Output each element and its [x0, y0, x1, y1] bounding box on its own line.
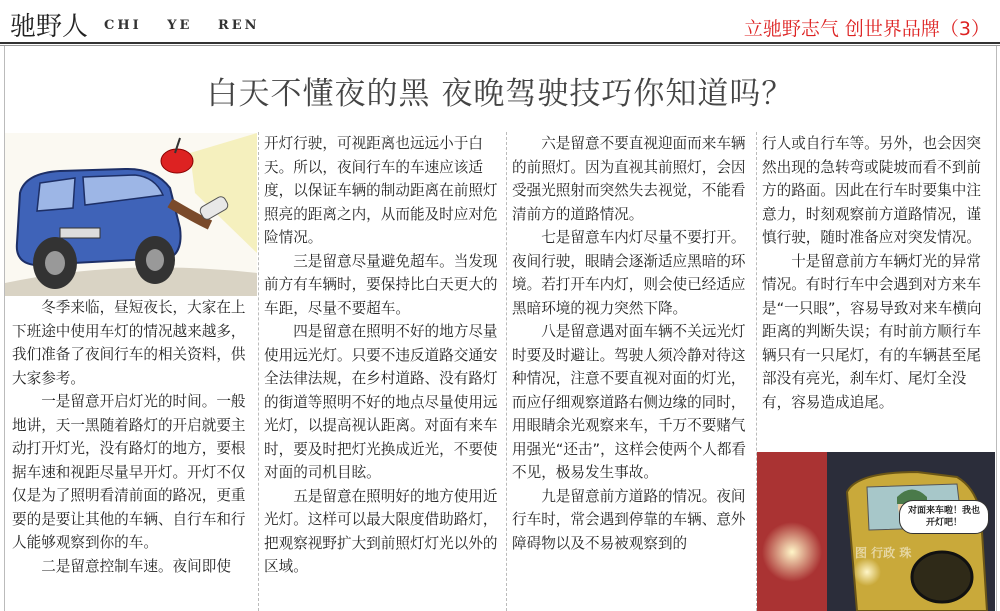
paragraph: 一是留意开启灯光的时间。一般地讲，天一黑随着路灯的开启就要主动打开灯光，没有路灯的地方，要根据车速和视距尽量早开灯。开灯不仅仅是为了照明看清前面的路况，更重要的是要让其他的车辆、自行车和行人能够观察到你的车。 [12, 393, 246, 551]
column-divider [258, 132, 259, 611]
paragraph: 十是留意前方车辆灯光的异常情况。有时行车中会遇到对方来车是“一只眼”，容易导致对来车横向距离的判断失误；有时前方顺行车辆只有一只尾灯，有的车辆甚至尾部没有亮光，刹车灯、尾灯全没有，容易造成追尾。 [762, 252, 982, 411]
column-divider [506, 132, 507, 611]
paragraph: 五是留意在照明好的地方使用近光灯。这样可以最大限度借助路灯，把观察视野扩大到前照灯灯光以外的区域。 [264, 487, 498, 575]
paragraph: 二是留意控制车速。夜间即使 [41, 557, 231, 575]
page-header [0, 0, 1000, 46]
illustration-car-night [5, 133, 257, 296]
brand-name: 驰野人 [10, 12, 89, 42]
watermark: 图 行政 珠 [855, 546, 912, 560]
paragraph: 七是留意车内灯尽量不要打开。夜间行驶，眼睛会逐渐适应黑暗的环境。若打开车内灯，则会使已经适应黑暗环境的视力突然下降。 [512, 229, 746, 317]
paragraph: 冬季来临，昼短夜长，大家在上下班途中使用车灯的情况越来越多，我们准备了夜间行车的相关资料，供大家参考。 [12, 299, 246, 387]
article-title: 白天不懂夜的黑 夜晚驾驶技巧你知道吗？ [206, 76, 794, 112]
paragraph: 六是留意不要直视迎面而来车辆的前照灯。因为直视其前照灯，会因受强光照射而突然失去视觉，不能看清前方的道路情况。 [512, 135, 746, 223]
column-4 [762, 132, 992, 414]
paragraph: 行人或自行车等。另外，也会因突然出现的急转弯或陡坡而看不到前方的路面。因此在行车时要集中注意力，时刻观察前方道路情况，谨慎行驶，随时准备应对突发情况。 [762, 135, 981, 246]
paragraph: 八是留意遇对面车辆不关远光灯时要及时避让。驾驶人须冷静对待这种情况，注意不要直视对面的灯光，而应仔细观察道路右侧边缘的同时，用眼睛余光观察来车，千万不要赌气用强光“还击”，这样会使两个人都看不见，极易发生事故。 [512, 323, 747, 481]
speech-bubble: 对面来车啦！我也开灯吧！ [899, 500, 989, 534]
paragraph: 九是留意前方道路的情况。夜间行车时，常会遇到停靠的车辆、意外障碍物以及不易被观察到的 [512, 487, 746, 552]
paragraph: 四是留意在照明不好的地方尽量使用远光灯。只要不违反道路交通安全法律法规，在乡村道路、没有路灯的街道等照明不好的地点尽量使用远光灯，以提高视认距离。对面有来车时，要及时把灯光换成近光，不要使对面的司机目眩。 [264, 323, 498, 481]
slogan: 立驰野志气 创世界品牌（3） [743, 18, 990, 40]
illustration-headlights [757, 452, 995, 611]
header-rule [0, 42, 1000, 44]
brand-english: CHI YE REN [104, 18, 260, 33]
paragraph: 开灯行驶，可视距离也远远小于白天。所以，夜间行车的车速应该适度，以保证车辆的制动距离在前照灯照亮的距离之内，从而能及时应对危险情况。 [264, 135, 498, 246]
column-3 [512, 132, 750, 555]
column-1 [12, 296, 250, 578]
column-2 [264, 132, 500, 579]
paragraph: 三是留意尽量避免超车。当发现前方有车辆时，要保持比白天更大的车距，尽量不要超车。 [264, 252, 498, 317]
